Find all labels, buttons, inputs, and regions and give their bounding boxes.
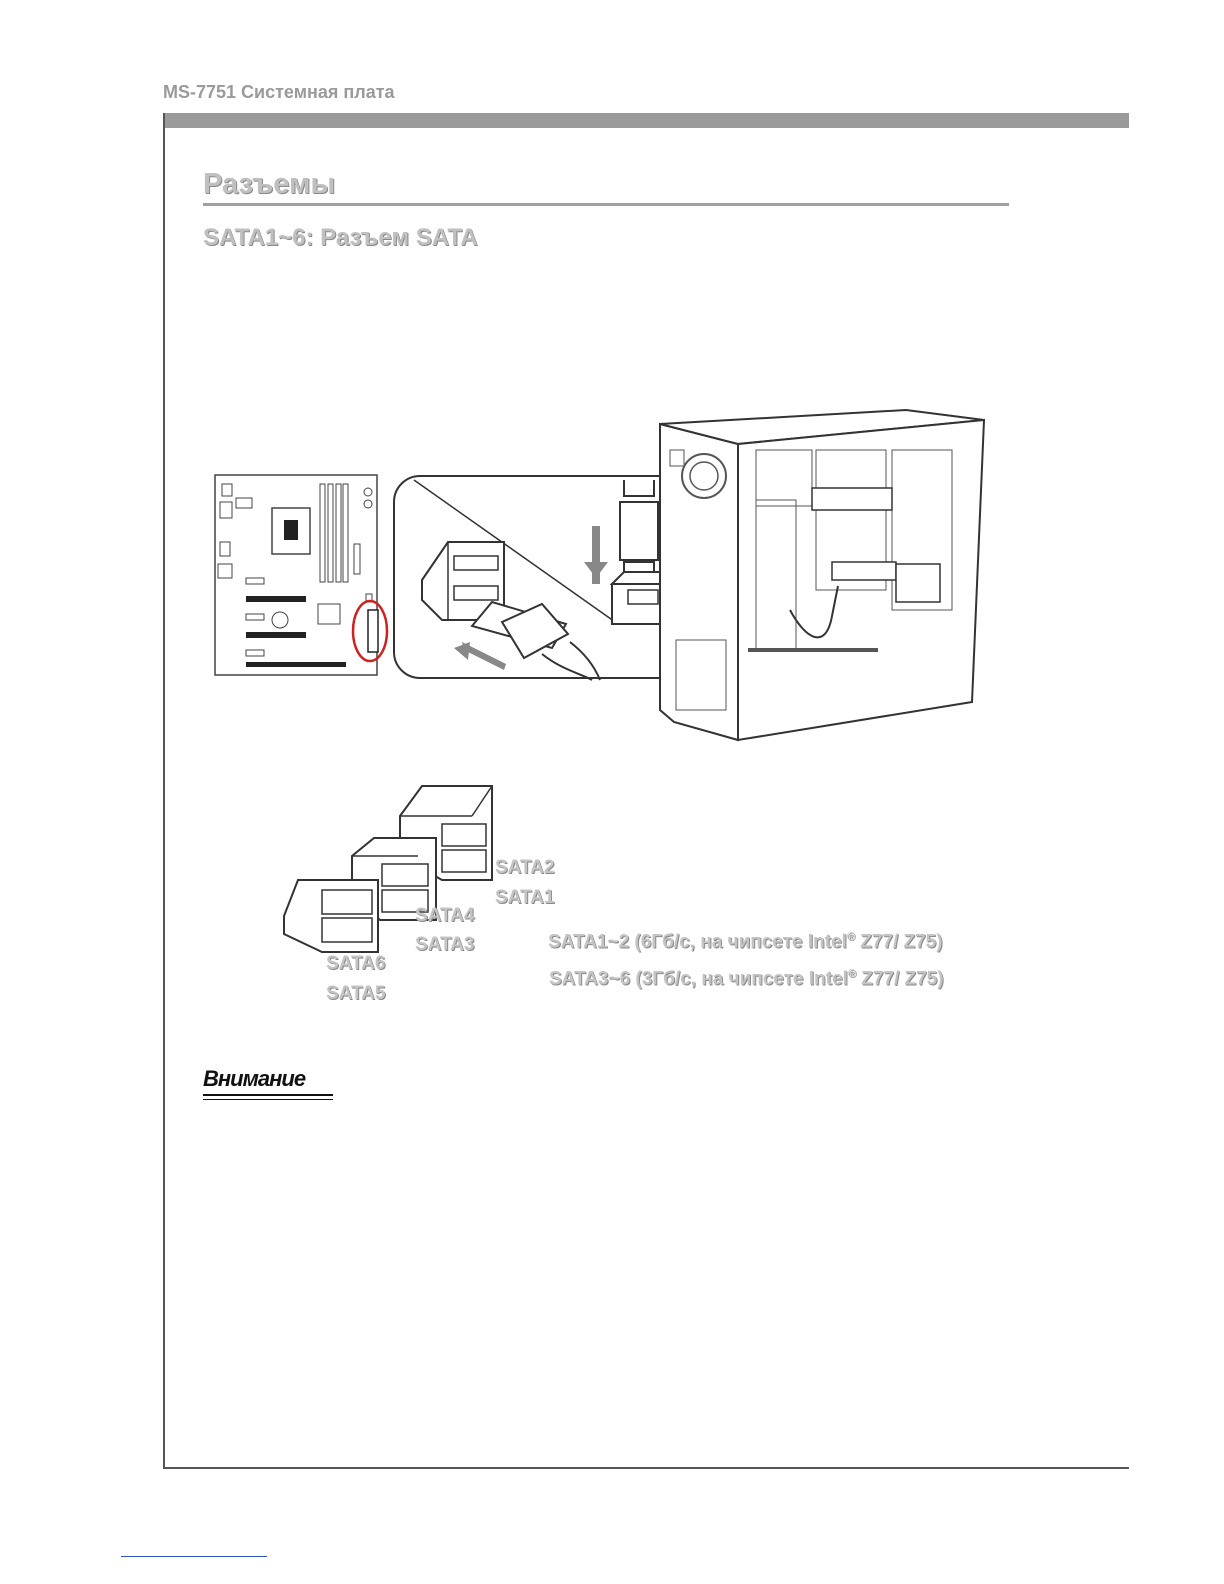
left-margin-rule — [163, 113, 165, 1469]
label-sata5: SATA5 — [326, 983, 386, 1004]
label-sata4: SATA4 — [415, 905, 475, 926]
label-sata2: SATA2 — [495, 857, 555, 878]
sata-connector-stack-diagram — [282, 784, 498, 954]
note-heading: Внимание — [203, 1066, 306, 1091]
spec-sata3-6: SATA3~6 (3Гб/с, на чипсете Intel® Z77/ Z75) — [549, 968, 944, 990]
note-underline-thin — [203, 1099, 333, 1100]
pc-case-diagram — [656, 410, 986, 742]
footer-rule — [163, 1467, 1129, 1469]
label-sata3: SATA3 — [415, 934, 475, 955]
note-underline — [203, 1094, 333, 1096]
section-divider — [203, 203, 1009, 206]
page-header-title: MS-7751 Системная плата — [163, 82, 395, 102]
spec-sata1-2: SATA1~2 (6Гб/с, на чипсете Intel® Z77/ Z75) — [548, 931, 943, 953]
section-title: Разъемы — [203, 168, 336, 200]
label-sata6: SATA6 — [326, 953, 386, 974]
footer-link-line — [121, 1556, 267, 1557]
header-bar — [163, 113, 1129, 128]
motherboard-diagram — [214, 474, 379, 679]
label-sata1: SATA1 — [495, 887, 555, 908]
section-subtitle: SATA1~6: Разъем SATA — [203, 224, 478, 251]
